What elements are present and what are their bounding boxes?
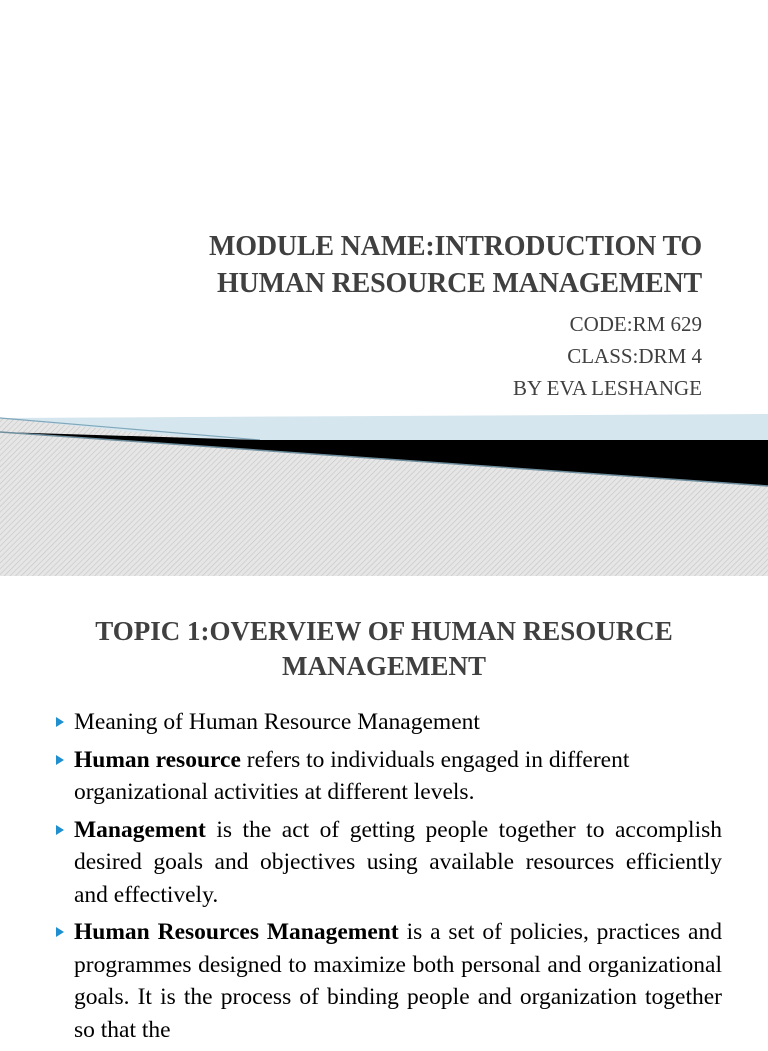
list-item [46, 744, 722, 809]
bullet-arrow-icon [56, 717, 64, 727]
bullet-text: is a set of policies, practices and programmes designed to maximize both personal and organizational goals. It is the process of binding people and organization together so that the [74, 919, 722, 1043]
bullet-arrow-icon [56, 825, 64, 835]
list-item [46, 706, 722, 739]
title-line-1: MODULE NAME:INTRODUCTION TO [209, 231, 702, 262]
bullet-text: is the act of getting people together to accomplish desired goals and objectives using available resources efficiently and effectively. [74, 816, 722, 908]
topic-title: TOPIC 1:OVERVIEW OF HUMAN RESOURCE MANAGEMENT [95, 616, 673, 681]
class-label: CLASS:DRM 4 [567, 344, 702, 368]
bullet-arrow-icon [56, 755, 64, 765]
module-code: CODE:RM 629 [569, 312, 702, 336]
bullet-term: Management [74, 816, 206, 843]
decorative-banner [0, 410, 768, 576]
bullet-term: Human Resources Management [74, 919, 399, 945]
bullet-text: refers to individuals engaged in different organizational activities at different levels. [74, 746, 630, 805]
author-label: BY EVA LESHANGE [512, 376, 702, 400]
list-item [46, 916, 722, 1046]
content-slide [0, 576, 768, 1043]
bullet-term: Human resource [74, 746, 241, 773]
bullet-list [46, 706, 722, 1051]
bullet-arrow-icon [56, 927, 64, 937]
slide-title [62, 228, 702, 302]
list-item [46, 814, 722, 912]
title-line-2: HUMAN RESOURCE MANAGEMENT [216, 268, 702, 299]
bullet-text: Meaning of Human Resource Management [74, 709, 480, 735]
slide-subtitle [302, 308, 702, 404]
